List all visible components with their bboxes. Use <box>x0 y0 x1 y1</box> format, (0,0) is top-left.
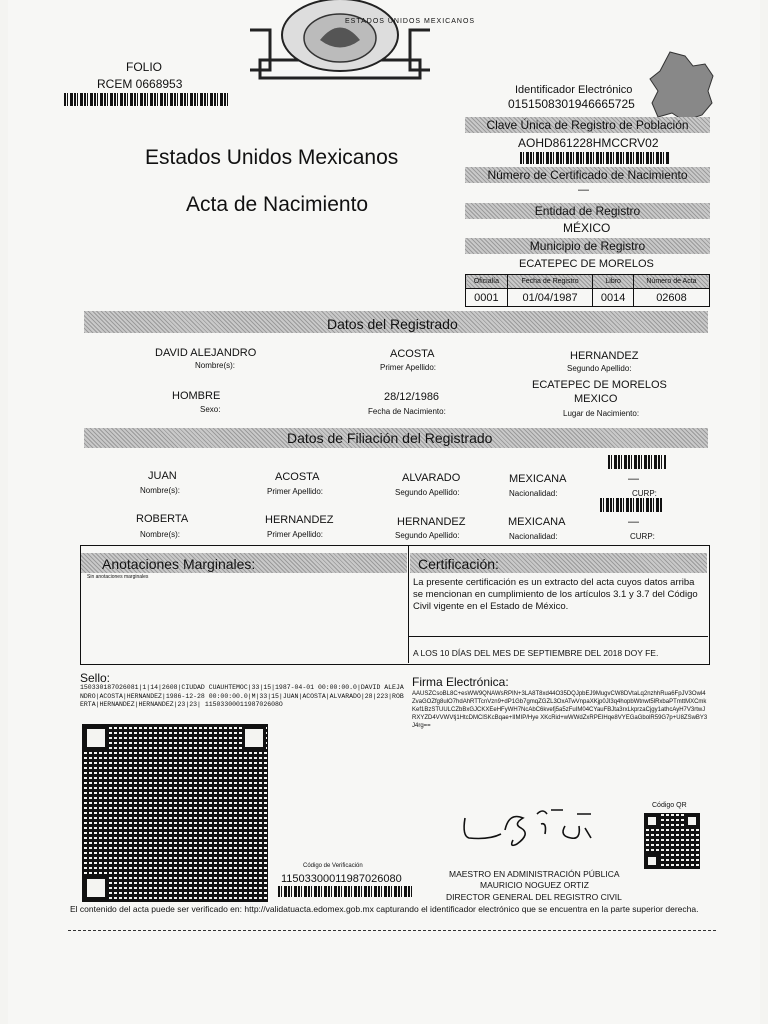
padre-nacionalidad: MEXICANA <box>509 473 567 485</box>
certificacion-title: Certificación: <box>418 556 499 572</box>
cert-value: — <box>578 184 589 196</box>
td-oficialia: 0001 <box>466 289 508 307</box>
lbl-padre-nombre: Nombre(s): <box>140 486 181 495</box>
registry-table <box>465 274 710 307</box>
footer-note: El contenido del acta puede ser verificado en: http://validatuacta.edomex.gob.mx capturando el identificador electrónico que se encuentra en la parte superior derecha. <box>70 904 699 914</box>
box-divider <box>408 546 409 663</box>
curp-barcode <box>520 152 670 164</box>
filiacion-title: Datos de Filiación del Registrado <box>287 430 493 446</box>
municipio-value: ECATEPEC DE MORELOS <box>519 258 654 270</box>
lbl-madre-nac: Nacionalidad: <box>509 532 558 541</box>
anotaciones-title: Anotaciones Marginales: <box>102 556 256 572</box>
certificacion-text: La presente certificación es un extracto del acta cuyos datos arriba se mencionan en cumplimiento de los artículos 3.1 y 3.7 del Código Civil vigente en el Estado de México. <box>413 577 698 612</box>
anotaciones-text: Sin anotaciones marginales <box>87 574 149 580</box>
country-title: Estados Unidos Mexicanos <box>145 146 399 169</box>
padre-segundo: ALVARADO <box>402 472 461 484</box>
main-qr-code <box>82 724 268 902</box>
qr-finder-tl <box>84 726 108 750</box>
electronic-id-label: Identificador Electrónico <box>515 84 633 96</box>
madre-nacionalidad: MEXICANA <box>508 516 566 528</box>
madre-nombre: ROBERTA <box>136 513 189 525</box>
th-oficialia: Oficialía <box>466 275 508 289</box>
firma-text: AAUSZCsoBL8C+esWW9QNAWsRPIN+3LA8T8xd44O35DQJpbEJ9MugvCW8DVtaLq2nzhhRua6FpJV3Owl4ZvaGOZfg8ulO7hdAhRTTcnVzn9+dP1Gb7gmqZGZL3OxATwVnpaXKjp0JI3q4hopbWtnwt5lRxbaPTmttMXCmkKef1BzSTUULCZbBxGJCKXEeHFyWH7NcAbC6kvefj5a5zFuIM04CYauFBJta3rxLkprzaCjgy1athcAyH7V3rtwJRXYZD4VVWVtj1HtcDMClSKcBqae+IIMIP/Hye XKcRid+wWWdZxRPEIHqe8VYEGaGbolR59G7p+U8ZSwBY3J4rg== <box>412 691 708 729</box>
lbl-nombres: Nombre(s): <box>195 361 236 370</box>
padre-nombre: JUAN <box>148 470 177 482</box>
reg-lugar-2: MEXICO <box>574 393 618 405</box>
lbl-madre-nombre: Nombre(s): <box>140 530 181 539</box>
entidad-value: MÉXICO <box>563 221 611 235</box>
madre-primer: HERNANDEZ <box>265 514 334 526</box>
td-libro: 0014 <box>593 289 634 307</box>
lbl-padre-nac: Nacionalidad: <box>509 489 558 498</box>
lbl-fecha: Fecha de Nacimiento: <box>368 407 446 416</box>
folio-label: FOLIO <box>126 60 163 74</box>
registrado-title: Datos del Registrado <box>327 316 458 332</box>
lbl-segundo: Segundo Apellido: <box>567 364 632 373</box>
curp-value: AOHD861228HMCCRV02 <box>518 136 659 150</box>
td-numero-acta: 02608 <box>633 289 709 307</box>
reg-fecha-nac: 28/12/1986 <box>384 391 440 403</box>
lbl-lugar: Lugar de Nacimiento: <box>563 409 640 418</box>
madre-curp: — <box>628 516 639 528</box>
firma-label: Firma Electrónica: <box>412 675 509 689</box>
document-title: Acta de Nacimiento <box>186 193 369 216</box>
qr-finder-tr <box>242 726 266 750</box>
th-libro: Libro <box>593 275 634 289</box>
certificacion-fecha: A LOS 10 DÍAS DEL MES DE SEPTIEMBRE DEL 2018 DOY FE. <box>413 648 659 658</box>
madre-segundo: HERNANDEZ <box>397 516 466 528</box>
lbl-madre-segundo: Segundo Apellido: <box>395 531 460 540</box>
reg-primer-apellido: ACOSTA <box>390 348 435 360</box>
rcem-number: RCEM 0668953 <box>97 77 183 91</box>
reg-segundo-apellido: HERNANDEZ <box>570 350 639 362</box>
lbl-primer: Primer Apellido: <box>380 363 437 372</box>
cert-label: Número de Certificado de Nacimiento <box>465 167 710 183</box>
padre-primer: ACOSTA <box>275 471 320 483</box>
signer-title: MAESTRO EN ADMINISTRACIÓN PÚBLICA <box>449 869 620 879</box>
qr-finder-bl <box>84 876 108 900</box>
signer-name: MAURICIO NOGUEZ ORTIZ <box>480 880 589 890</box>
small-qr-finder-tr <box>685 814 699 828</box>
cert-line <box>408 636 708 637</box>
seal-text: ESTADOS UNIDOS MEXICANOS <box>345 18 476 25</box>
lbl-padre-primer: Primer Apellido: <box>267 487 324 496</box>
lbl-madre-curp: CURP: <box>630 532 655 541</box>
lbl-madre-primer: Primer Apellido: <box>267 530 324 539</box>
lbl-padre-segundo: Segundo Apellido: <box>395 488 460 497</box>
footer-line <box>68 930 716 932</box>
signature-icon <box>455 800 615 855</box>
signer-position: DIRECTOR GENERAL DEL REGISTRO CIVIL <box>446 892 622 902</box>
verificacion-value: 11503300011987026080 <box>281 873 402 885</box>
th-fecha-registro: Fecha de Registro <box>507 275 593 289</box>
entidad-label: Entidad de Registro <box>465 203 710 219</box>
national-seal-icon <box>240 0 440 100</box>
reg-lugar-1: ECATEPEC DE MORELOS <box>532 379 667 391</box>
curp-label: Clave Única de Registro de Población <box>465 117 710 133</box>
td-fecha-registro: 01/04/1987 <box>507 289 593 307</box>
small-qr-finder-bl <box>645 854 659 868</box>
reg-sexo: HOMBRE <box>172 390 221 402</box>
th-numero-acta: Número de Acta <box>633 275 709 289</box>
verificacion-barcode <box>278 886 412 897</box>
verificacion-label: Código de Verificación <box>303 863 363 869</box>
municipio-label: Municipio de Registro <box>465 238 710 254</box>
electronic-id-value: 0151508301946665725 <box>508 97 635 111</box>
lbl-sexo: Sexo: <box>200 405 221 414</box>
sello-label: Sello: <box>80 671 111 685</box>
padre-curp: — <box>628 473 639 485</box>
padre-curp-barcode <box>608 455 666 469</box>
sello-text: 150330187026081|1|14|2608|CIUDAD CUAUHTEMOC|33|15|1987-04-01 00:00:00.0|DAVID ALEJANDRO|ACOSTA|HERNANDEZ|1986-12-28 00:00:00.0|M|33|15|JUAN|ACOSTA|ALVARADO|28|223|ROBERTA|HERNANDEZ|HERNANDEZ|23|23| 1150330001198702608O <box>80 684 404 708</box>
small-qr-finder-tl <box>645 814 659 828</box>
madre-curp-barcode <box>600 498 662 512</box>
reg-nombres: DAVID ALEJANDRO <box>155 347 257 359</box>
folio-barcode <box>64 93 230 106</box>
small-qr-label: Código QR <box>652 802 687 809</box>
lbl-padre-curp: CURP: <box>632 489 657 498</box>
